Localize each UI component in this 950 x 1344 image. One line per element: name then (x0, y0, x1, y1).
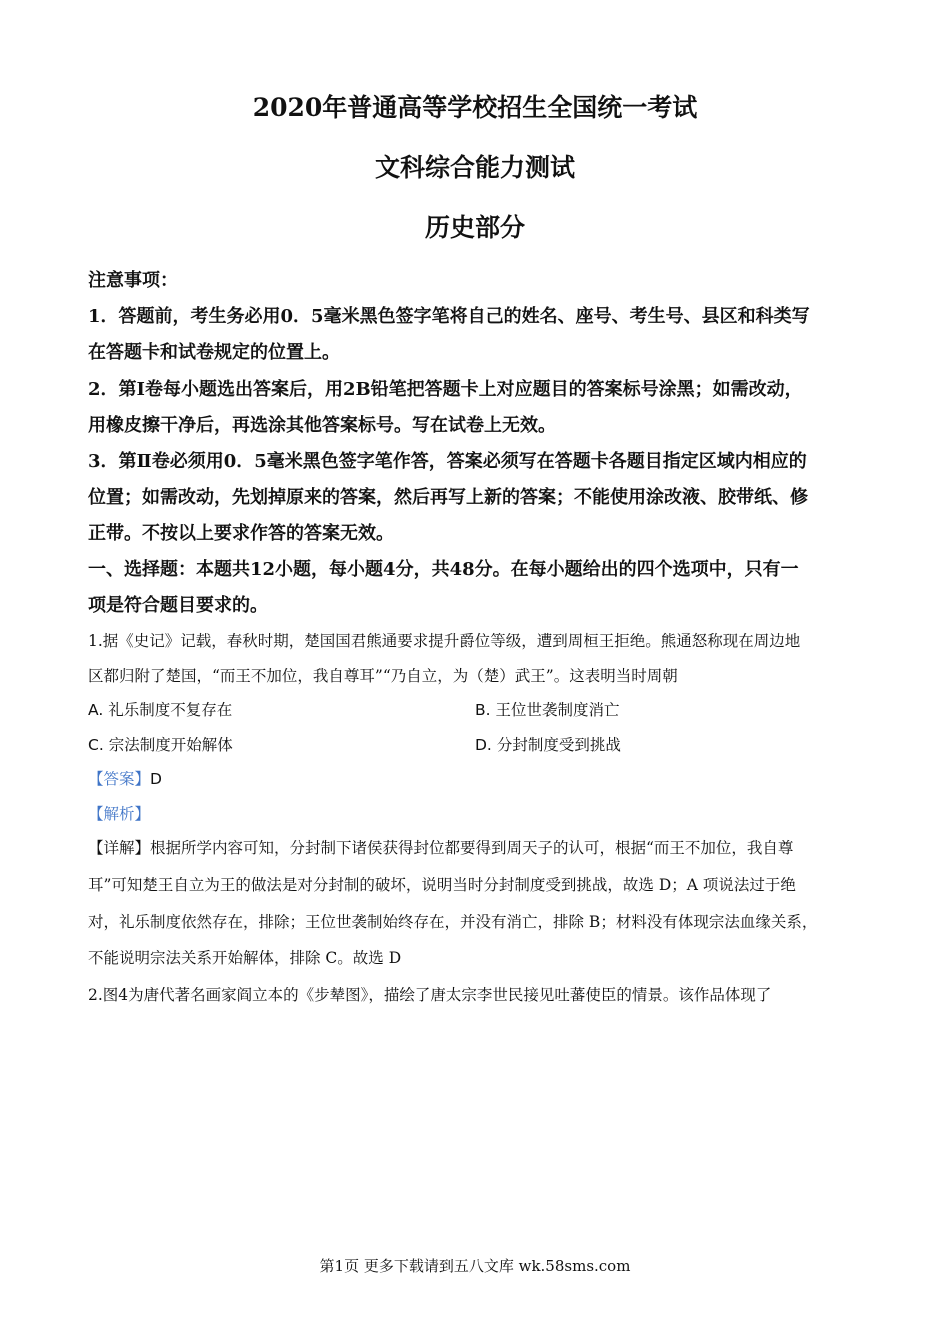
page-footer: 第1页 更多下载请到五八文库 wk.58sms.com (319, 1257, 631, 1275)
answer-line (88, 767, 878, 789)
option-b (475, 698, 620, 720)
option-letter: C. (88, 736, 104, 754)
detail-line: 耳”可知楚王自立为王的做法是对分封制的破坏，说明当时分封制度受到挑战，故选 D；A 项说法过于绝 (88, 876, 796, 894)
detail-line: 【详解】根据所学内容可知，分封制下诸侯获得封位都要得到周天子的认可，根据“而王不加位，我自尊 (88, 839, 794, 857)
notice-line: 2．第Ⅰ卷每小题选出答案后，用2B铅笔把答题卡上对应题目的答案标号涂黑；如需改动， (88, 379, 803, 400)
option-c (88, 733, 233, 755)
section-instruction: 项是符合题目要求的。 (88, 595, 268, 616)
option-d (475, 733, 621, 755)
option-letter: A. (88, 701, 104, 719)
detail-line: 对，礼乐制度依然存在，排除；王位世袭制始终存在，并没有消亡，排除 B；材料没有体现宗法血缘关系， (88, 913, 818, 931)
notice-heading: 注意事项： (88, 270, 178, 291)
option-a (88, 698, 232, 720)
answer-tag: 【答案】 (88, 770, 151, 788)
analysis-tag: 【解析】 (88, 805, 151, 823)
section-instruction: 一、选择题：本题共12小题，每小题4分，共48分。在每小题给出的四个选项中，只有一 (88, 559, 799, 580)
option-text: 礼乐制度不复存在 (108, 701, 233, 719)
option-text: 分封制度受到挑战 (496, 736, 621, 754)
notice-line: 在答题卡和试卷规定的位置上。 (88, 342, 340, 363)
exam-title: 2020年普通高等学校招生全国统一考试 (252, 93, 698, 122)
notice-line: 3．第Ⅱ卷必须用0．5毫米黑色签字笔作答，答案必须写在答题卡各题目指定区域内相应的 (88, 451, 807, 472)
detail-line: 不能说明宗法关系开始解体，排除 C。故选 D (88, 949, 402, 967)
exam-subtitle: 文科综合能力测试 (374, 153, 575, 182)
option-letter: B. (475, 701, 491, 719)
answer-value: D (150, 770, 162, 788)
question-2-stem: 2.图4为唐代著名画家阎立本的《步辇图》，描绘了唐太宗李世民接见吐蕃使臣的情景。该作品体现了 (88, 986, 772, 1004)
notice-line: 位置；如需改动，先划掉原来的答案，然后再写上新的答案；不能使用涂改液、胶带纸、修 (88, 487, 808, 508)
notice-line: 1．答题前，考生务必用0．5毫米黑色签字笔将自己的姓名、座号、考生号、县区和科类写 (88, 306, 810, 327)
notice-line: 用橡皮擦干净后，再选涂其他答案标号。写在试卷上无效。 (88, 415, 556, 436)
option-text: 王位世袭制度消亡 (495, 701, 620, 719)
notice-line: 正带。不按以上要求作答的答案无效。 (88, 523, 394, 544)
question-1-stem: 区都归附了楚国，“而王不加位，我自尊耳”“乃自立，为（楚）武王”。这表明当时周朝 (88, 667, 678, 685)
option-text: 宗法制度开始解体 (108, 736, 233, 754)
question-1-stem: 1.据《史记》记载，春秋时期，楚国国君熊通要求提升爵位等级，遭到周桓王拒绝。熊通怒称现在周边地 (88, 632, 801, 650)
option-letter: D. (475, 736, 492, 754)
section-title: 历史部分 (424, 213, 525, 242)
